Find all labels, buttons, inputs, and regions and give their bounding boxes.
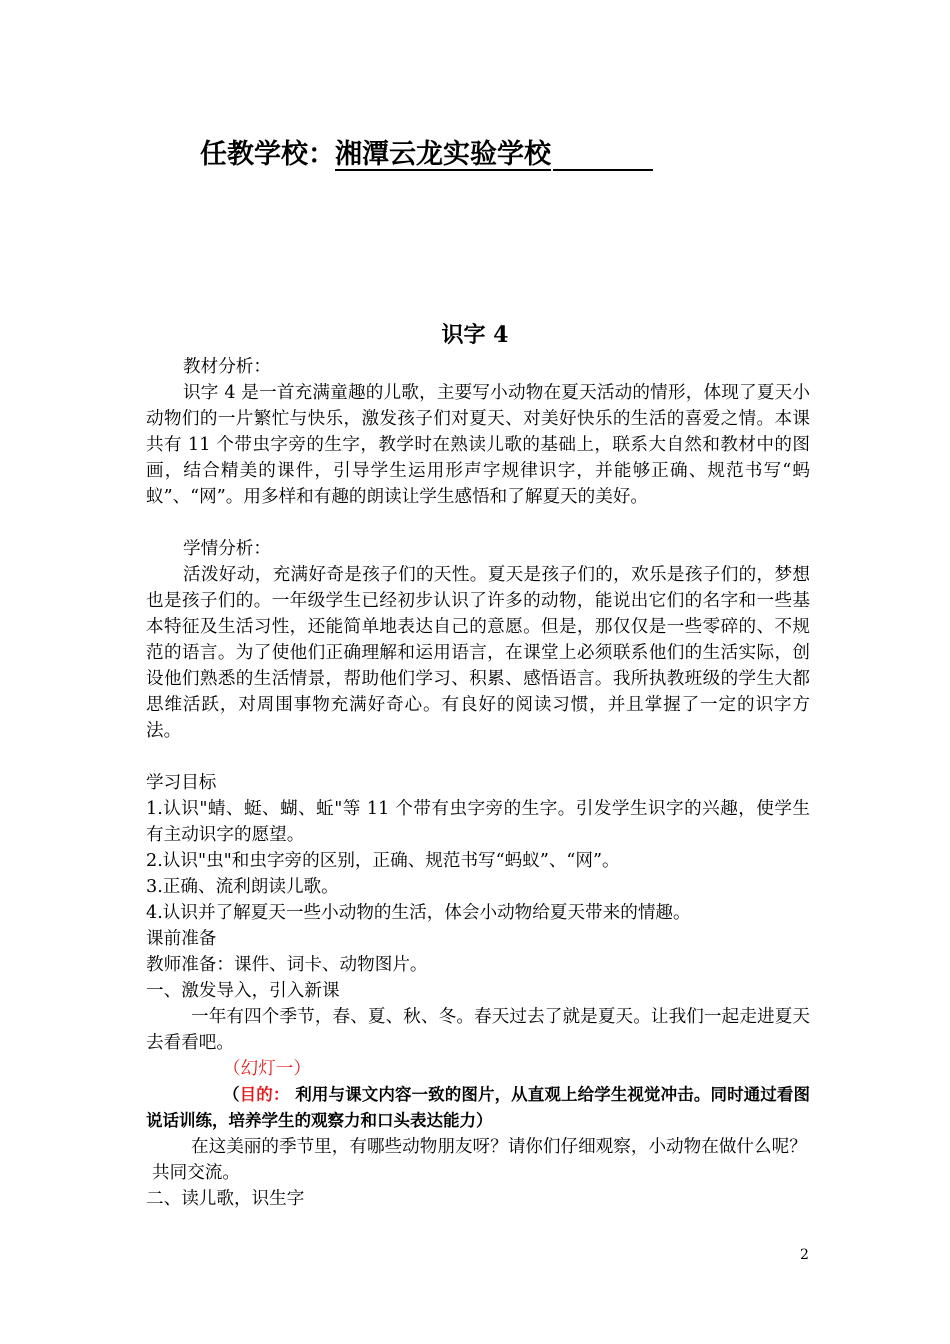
- goal-item: 4.认识并了解夏天一些小动物的生活，体会小动物给夏天带来的情趣。: [146, 903, 691, 923]
- student-analysis-heading: 学情分析：: [183, 539, 271, 559]
- step2-heading: 二、读儿歌，识生字: [146, 1189, 305, 1209]
- goal-item: 1.认识"蜻、蜓、蝴、蚯"等 11 个带有虫字旁的生字。引发学生识字的兴趣，使学生有主动识字的愿望。: [146, 799, 810, 845]
- student-analysis-body: 活泼好动，充满好奇是孩子们的天性。夏天是孩子们的，欢乐是孩子们的，梦想也是孩子们的。一年级学生已经初步认识了许多的动物，能说出它们的名字和一些基本特征及生活习性，还能简单地表达自己的意愿。但是，那仅仅是一些零碎的、不规范的语言。为了使他们正确理解和运用语言，在课堂上必须联系他们的生活实际，创设他们熟悉的生活情景，帮助他们学习、积累、感悟语言。我所执教班级的学生大都思维活跃，对周围事物充满好奇心。有良好的阅读习惯，并且掌握了一定的识字方法。: [146, 565, 810, 741]
- school-line: [200, 132, 653, 171]
- school-name: 湘潭云龙实验学校: [335, 139, 551, 170]
- textbook-analysis-heading: 教材分析：: [183, 357, 271, 377]
- underline-blank: [553, 141, 653, 171]
- exchange-line: 共同交流。: [152, 1163, 240, 1183]
- purpose-open: （: [223, 1085, 240, 1104]
- slide-label: （幻灯一）: [223, 1059, 311, 1079]
- purpose-label: 目的：: [239, 1085, 290, 1104]
- textbook-analysis-body: 识字 4 是一首充满童趣的儿歌，主要写小动物在夏天活动的情形，体现了夏天小动物们的一片繁忙与快乐，激发孩子们对夏天、对美好快乐的生活的喜爱之情。本课共有 11 个带虫字旁的生字，教学时在熟读儿歌的基础上，联系大自然和教材中的图画，结合精美的课件，引导学生运用形声字规律识字，并能够正确、规范书写“蚂蚁”、“网”。用多样和有趣的朗读让学生感悟和了解夏天的美好。: [146, 383, 810, 507]
- lesson-content: [146, 354, 810, 1212]
- purpose-body: 利用与课文内容一致的图片，从直观上给学生视觉冲击。同时通过看图说话训练，培养学生的观察力和口头表达能力）: [146, 1085, 811, 1130]
- question-paragraph: 在这美丽的季节里，有哪些动物朋友呀？请你们仔细观察，小动物在做什么呢？: [191, 1137, 807, 1157]
- goals-heading: 学习目标: [146, 773, 217, 793]
- lesson-title: 识字 4: [441, 322, 509, 348]
- prep-heading: 课前准备: [146, 929, 217, 949]
- page-number: 2: [800, 1247, 809, 1263]
- step1-body: 一年有四个季节，春、夏、秋、冬。春天过去了就是夏天。让我们一起走进夏天去看看吧。: [146, 1007, 810, 1053]
- goal-item: 3.正确、流利朗读儿歌。: [146, 877, 339, 897]
- school-label: 任教学校：: [200, 139, 335, 170]
- purpose-paragraph: [146, 1082, 810, 1134]
- prep-body: 教师准备：课件、词卡、动物图片。: [146, 955, 428, 975]
- step1-heading: 一、激发导入，引入新课: [146, 981, 340, 1001]
- goal-item: 2.认识"虫"和虫字旁的区别，正确、规范书写“蚂蚁”、“网”。: [146, 851, 620, 871]
